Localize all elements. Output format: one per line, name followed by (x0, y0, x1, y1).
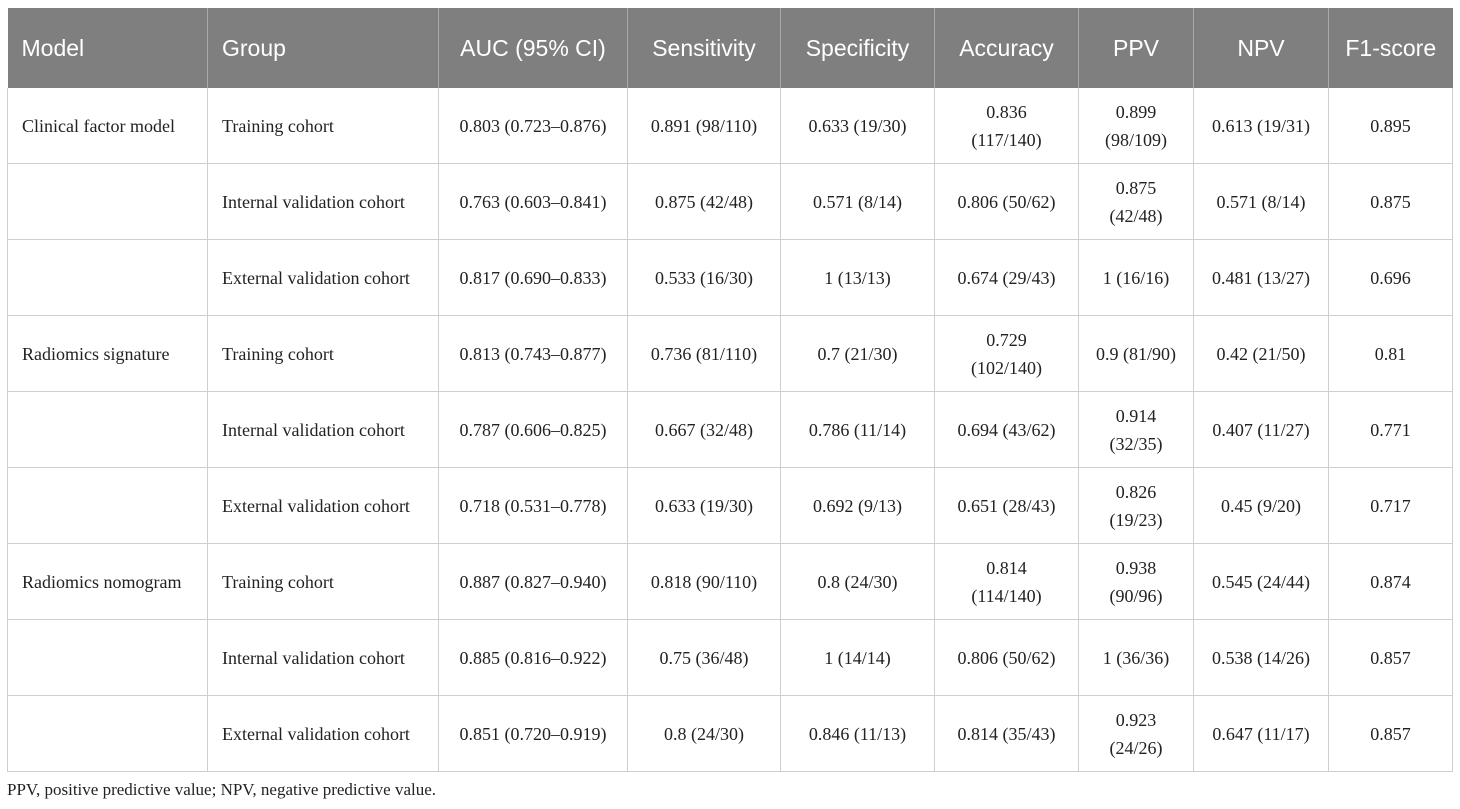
cell-ppv: 0.826 (19/23) (1079, 468, 1194, 544)
header-specificity: Specificity (781, 8, 935, 88)
header-row (8, 8, 1453, 88)
header-accuracy: Accuracy (935, 8, 1079, 88)
cell-accuracy: 0.814 (35/43) (935, 696, 1079, 772)
cell-auc: 0.803 (0.723–0.876) (439, 88, 628, 164)
table-row (8, 240, 1453, 316)
cell-npv: 0.407 (11/27) (1194, 392, 1329, 468)
cell-npv: 0.571 (8/14) (1194, 164, 1329, 240)
cell-specificity: 1 (13/13) (781, 240, 935, 316)
cell-specificity: 0.786 (11/14) (781, 392, 935, 468)
cell-f1-score: 0.857 (1329, 620, 1453, 696)
cell-f1-score: 0.857 (1329, 696, 1453, 772)
cell-npv: 0.545 (24/44) (1194, 544, 1329, 620)
cell-npv: 0.613 (19/31) (1194, 88, 1329, 164)
header-group: Group (208, 8, 439, 88)
cell-f1-score: 0.875 (1329, 164, 1453, 240)
cell-auc: 0.887 (0.827–0.940) (439, 544, 628, 620)
cell-model (8, 240, 208, 316)
table-row (8, 696, 1453, 772)
table-body (8, 88, 1453, 772)
cell-accuracy: 0.836 (117/140) (935, 88, 1079, 164)
cell-ppv: 1 (36/36) (1079, 620, 1194, 696)
header-npv: NPV (1194, 8, 1329, 88)
cell-specificity: 1 (14/14) (781, 620, 935, 696)
cell-group: External validation cohort (208, 468, 439, 544)
cell-specificity: 0.846 (11/13) (781, 696, 935, 772)
cell-specificity: 0.633 (19/30) (781, 88, 935, 164)
cell-f1-score: 0.81 (1329, 316, 1453, 392)
cell-auc: 0.787 (0.606–0.825) (439, 392, 628, 468)
table-row (8, 164, 1453, 240)
cell-group: External validation cohort (208, 240, 439, 316)
table-row (8, 316, 1453, 392)
cell-group: Training cohort (208, 316, 439, 392)
cell-sensitivity: 0.875 (42/48) (628, 164, 781, 240)
cell-group: Training cohort (208, 88, 439, 164)
cell-sensitivity: 0.736 (81/110) (628, 316, 781, 392)
cell-npv: 0.45 (9/20) (1194, 468, 1329, 544)
cell-sensitivity: 0.818 (90/110) (628, 544, 781, 620)
cell-f1-score: 0.771 (1329, 392, 1453, 468)
cell-group: Internal validation cohort (208, 164, 439, 240)
cell-specificity: 0.7 (21/30) (781, 316, 935, 392)
results-table-container (7, 8, 1452, 772)
cell-group: External validation cohort (208, 696, 439, 772)
cell-sensitivity: 0.75 (36/48) (628, 620, 781, 696)
cell-specificity: 0.8 (24/30) (781, 544, 935, 620)
cell-f1-score: 0.874 (1329, 544, 1453, 620)
cell-model (8, 696, 208, 772)
cell-sensitivity: 0.8 (24/30) (628, 696, 781, 772)
cell-auc: 0.851 (0.720–0.919) (439, 696, 628, 772)
cell-model: Radiomics nomogram (8, 544, 208, 620)
cell-model: Clinical factor model (8, 88, 208, 164)
cell-specificity: 0.571 (8/14) (781, 164, 935, 240)
table-row (8, 392, 1453, 468)
cell-accuracy: 0.651 (28/43) (935, 468, 1079, 544)
cell-f1-score: 0.717 (1329, 468, 1453, 544)
cell-npv: 0.538 (14/26) (1194, 620, 1329, 696)
table-row (8, 620, 1453, 696)
header-sensitivity: Sensitivity (628, 8, 781, 88)
cell-npv: 0.481 (13/27) (1194, 240, 1329, 316)
cell-sensitivity: 0.633 (19/30) (628, 468, 781, 544)
cell-ppv: 0.875 (42/48) (1079, 164, 1194, 240)
cell-auc: 0.813 (0.743–0.877) (439, 316, 628, 392)
cell-auc: 0.885 (0.816–0.922) (439, 620, 628, 696)
cell-model (8, 468, 208, 544)
cell-ppv: 0.938 (90/96) (1079, 544, 1194, 620)
cell-ppv: 0.9 (81/90) (1079, 316, 1194, 392)
cell-group: Training cohort (208, 544, 439, 620)
cell-model (8, 620, 208, 696)
header-f1-score: F1-score (1329, 8, 1453, 88)
cell-npv: 0.647 (11/17) (1194, 696, 1329, 772)
cell-group: Internal validation cohort (208, 620, 439, 696)
cell-ppv: 0.923 (24/26) (1079, 696, 1194, 772)
cell-accuracy: 0.674 (29/43) (935, 240, 1079, 316)
table-row (8, 544, 1453, 620)
cell-accuracy: 0.806 (50/62) (935, 164, 1079, 240)
cell-model (8, 392, 208, 468)
cell-auc: 0.718 (0.531–0.778) (439, 468, 628, 544)
cell-ppv: 0.899 (98/109) (1079, 88, 1194, 164)
table-row (8, 88, 1453, 164)
model-performance-table (7, 8, 1453, 772)
cell-f1-score: 0.895 (1329, 88, 1453, 164)
header-ppv: PPV (1079, 8, 1194, 88)
table-footnote: PPV, positive predictive value; NPV, negative predictive value. (7, 780, 437, 799)
cell-model: Radiomics signature (8, 316, 208, 392)
cell-specificity: 0.692 (9/13) (781, 468, 935, 544)
table-row (8, 468, 1453, 544)
cell-sensitivity: 0.667 (32/48) (628, 392, 781, 468)
cell-npv: 0.42 (21/50) (1194, 316, 1329, 392)
cell-group: Internal validation cohort (208, 392, 439, 468)
cell-sensitivity: 0.533 (16/30) (628, 240, 781, 316)
cell-accuracy: 0.729 (102/140) (935, 316, 1079, 392)
cell-accuracy: 0.806 (50/62) (935, 620, 1079, 696)
cell-f1-score: 0.696 (1329, 240, 1453, 316)
cell-accuracy: 0.814 (114/140) (935, 544, 1079, 620)
cell-ppv: 0.914 (32/35) (1079, 392, 1194, 468)
cell-ppv: 1 (16/16) (1079, 240, 1194, 316)
cell-accuracy: 0.694 (43/62) (935, 392, 1079, 468)
cell-model (8, 164, 208, 240)
cell-auc: 0.763 (0.603–0.841) (439, 164, 628, 240)
cell-sensitivity: 0.891 (98/110) (628, 88, 781, 164)
cell-auc: 0.817 (0.690–0.833) (439, 240, 628, 316)
header-model: Model (8, 8, 208, 88)
header-auc: AUC (95% CI) (439, 8, 628, 88)
